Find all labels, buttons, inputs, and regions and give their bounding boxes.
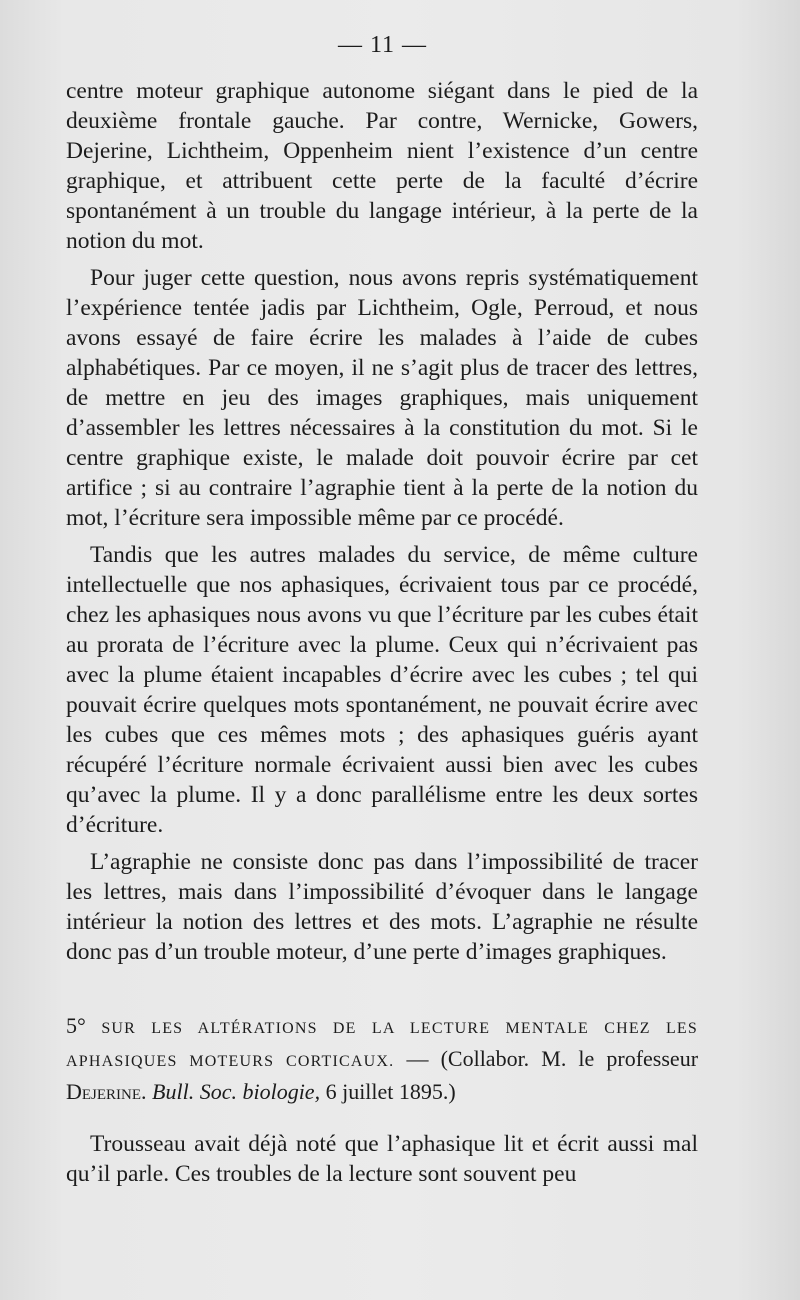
paragraph-5: Trousseau avait déjà noté que l’aphasique lit et écrit aussi mal qu’il parle. Ces troubles de la lecture sont souvent peu bbox=[66, 1131, 698, 1187]
section-collab: (Collabor. M. le professeur bbox=[440, 1046, 699, 1071]
section-title: SUR LES ALTÉRATIONS DE LA LECTURE MENTALE CHEZ LES APHASIQUES MOTEURS CORTICAUX. bbox=[66, 1020, 699, 1070]
paragraph-4: L’agraphie ne consiste donc pas dans l’impossibilité de tracer les lettres, mais dans l’impossibilité d’évoquer dans le langage intérieur la notion des lettres et des mots. L’agraphie ne résulte donc pas d’un trouble moteur, d’une perte d’images graphiques. bbox=[66, 849, 698, 965]
section-date: 6 juillet 1895.) bbox=[325, 1079, 456, 1104]
section-author: Dejerine. bbox=[66, 1079, 147, 1104]
paragraph-3: Tandis que les autres malades du service, de même culture intellectuelle que nos aphasiques, écrivaient tous par ce procédé, chez les aphasiques nous avons vu que l’écriture par les cubes était au prorata de l’écriture avec la plume. Ceux qui n’écrivaient pas avec la plume étaient incapables d’écrire avec les cubes ; tel qui pouvait écrire quelques mots spontanément, ne pouvait écrire avec les cubes que ces mêmes mots ; des aphasiques guéris ayant récupéré l’écriture normale écrivaient aussi bien avec les cubes qu’avec la plume. Il y a donc parallélisme entre les deux sortes d’écriture. bbox=[66, 542, 698, 838]
body-text bbox=[66, 76, 698, 1196]
paragraph-2: Pour juger cette question, nous avons repris systématiquement l’expérience tentée jadis par Lichtheim, Ogle, Perroud, et nous avons essayé de faire écrire les malades à l’aide de cubes alphabétiques. Par ce moyen, il ne s’agit plus de tracer des lettres, de mettre en jeu des images graphiques, mais uniquement d’assembler les lettres nécessaires à la constitution du mot. Si le centre graphique existe, le malade doit pouvoir écrire par cet artifice ; si au contraire l’agraphie tient à la perte de la notion du mot, l’écriture sera impossible même par ce procédé. bbox=[66, 265, 698, 531]
section-heading bbox=[66, 1011, 698, 1107]
section-dash: — bbox=[406, 1046, 429, 1071]
section-journal: Bull. Soc. biologie, bbox=[152, 1079, 321, 1104]
paragraph-1: centre moteur graphique autonome siégant dans le pied de la deuxième frontale gauche. Par contre, Wernicke, Gowers, Dejerine, Lichtheim, Oppenheim nient l’existence d’un centre graphique, et attribuent cette perte de la faculté d’écrire spontanément à un trouble du langage intérieur, à la perte de la notion du mot. bbox=[66, 78, 698, 254]
page-number: — 11 — bbox=[337, 32, 428, 58]
section-number: 5° bbox=[66, 1013, 86, 1038]
